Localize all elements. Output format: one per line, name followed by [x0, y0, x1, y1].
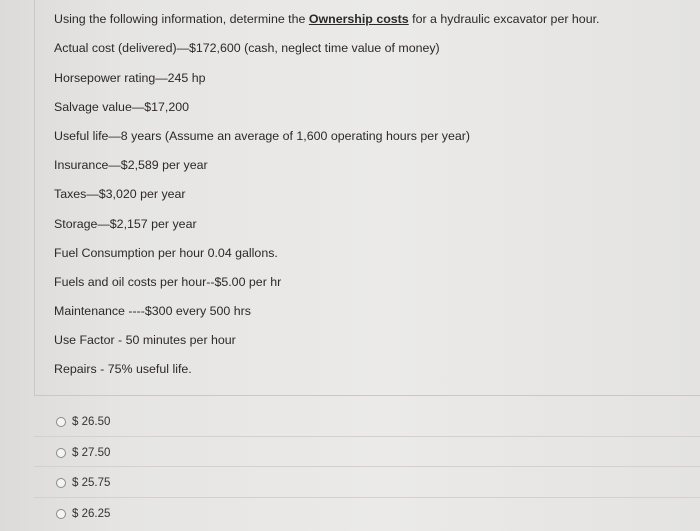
given-use-factor: Use Factor - 50 minutes per hour	[54, 333, 236, 347]
given-actual-cost: Actual cost (delivered)—$172,600 (cash, neglect time value of money)	[54, 41, 440, 55]
intro-emphasis: Ownership costs	[308, 12, 409, 26]
given-fuel-consumption: Fuel Consumption per hour 0.04 gallons.	[54, 246, 278, 260]
answer-option-4[interactable]	[34, 497, 700, 527]
intro-suffix: for a hydraulic excavator per hour.	[408, 12, 600, 26]
intro-prefix: Using the following information, determine the	[54, 12, 309, 26]
answer-option-label: $ 26.50	[72, 416, 111, 428]
given-useful-life: Useful life—8 years (Assume an average of 1,600 operating hours per year)	[54, 129, 470, 143]
answer-option-label: $ 26.25	[72, 508, 111, 520]
answer-option-label: $ 27.50	[72, 447, 111, 459]
given-horsepower: Horsepower rating—245 hp	[54, 71, 206, 85]
answer-option-1[interactable]	[34, 406, 700, 436]
given-storage: Storage—$2,157 per year	[54, 217, 197, 231]
given-taxes: Taxes—$3,020 per year	[54, 187, 186, 201]
answer-option-label: $ 25.75	[72, 477, 111, 489]
radio-button-icon[interactable]	[56, 509, 66, 519]
given-fuel-oil-cost: Fuels and oil costs per hour--$5.00 per hr	[54, 275, 282, 289]
given-maintenance: Maintenance ----$300 every 500 hrs	[54, 304, 251, 318]
answer-option-3[interactable]	[34, 466, 700, 496]
radio-button-icon[interactable]	[56, 478, 66, 488]
radio-button-icon[interactable]	[56, 448, 66, 458]
answer-option-2[interactable]	[34, 436, 700, 466]
given-salvage-value: Salvage value—$17,200	[54, 100, 190, 114]
given-insurance: Insurance—$2,589 per year	[54, 158, 208, 172]
radio-button-icon[interactable]	[56, 417, 66, 427]
given-repairs: Repairs - 75% useful life.	[54, 362, 192, 376]
question-intro	[54, 11, 599, 27]
